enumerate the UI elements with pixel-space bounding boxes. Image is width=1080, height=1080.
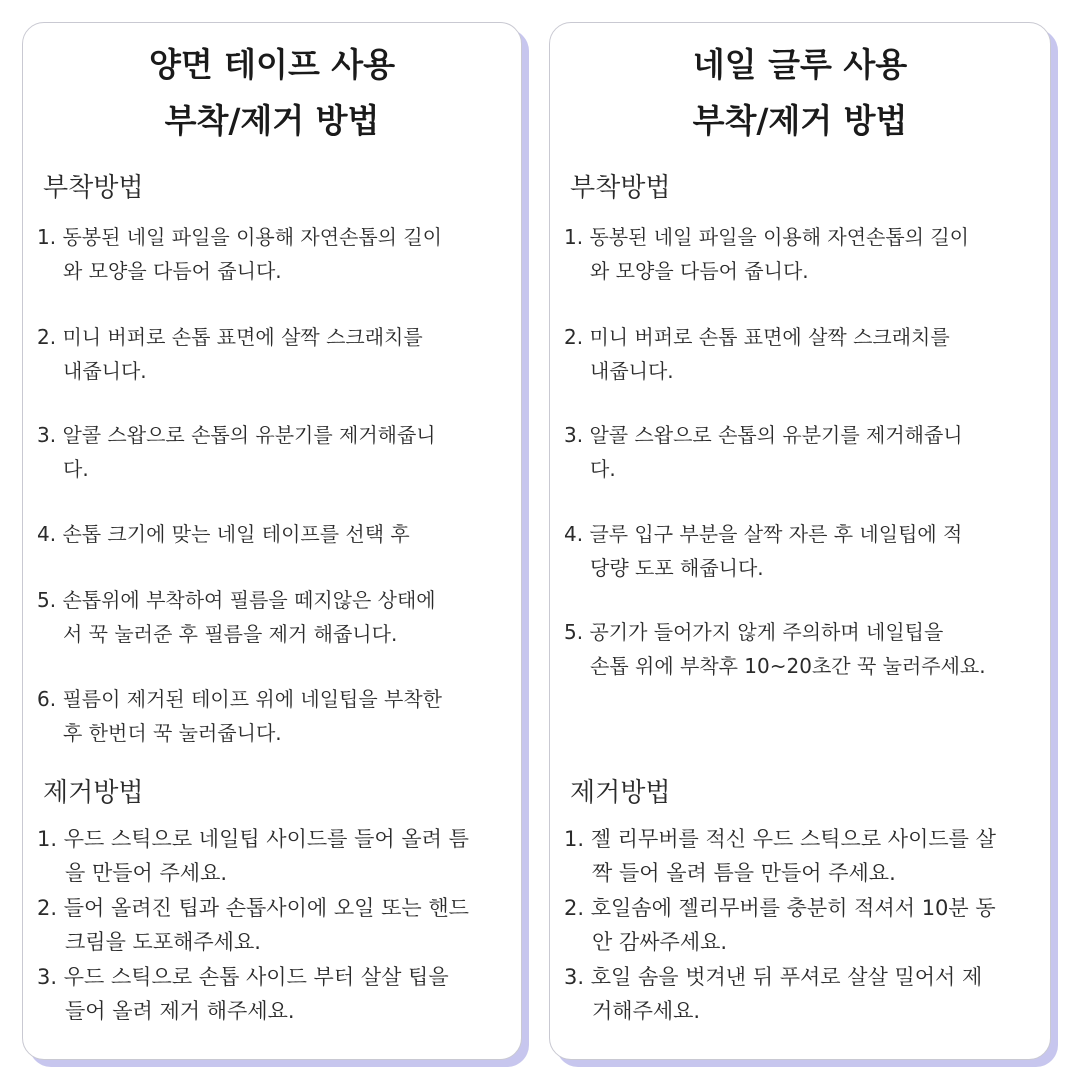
list-item: [564, 822, 1040, 890]
list-item: [564, 891, 1040, 959]
step-text: 들어 올려 제거 해주세요.: [65, 999, 295, 1023]
step-text: 와 모양을 다듬어 줍니다.: [590, 259, 809, 283]
card-title-line: 네일 글루 사용: [692, 45, 908, 84]
card-title: [550, 37, 1050, 149]
list-item: [37, 320, 511, 388]
step-text: 후 한번더 꾹 눌러줍니다.: [63, 721, 282, 745]
step-text: 2. 들어 올려진 팁과 손톱사이에 오일 또는 핸드: [37, 896, 469, 920]
attach-heading: 부착방법: [570, 173, 671, 203]
step-text: 내줍니다.: [590, 359, 674, 383]
remove-heading: 제거방법: [43, 778, 144, 808]
list-item: [37, 418, 511, 486]
step-text: 당량 도포 해줍니다.: [590, 556, 764, 580]
list-item: [564, 320, 1040, 388]
step-text: 1. 젤 리무버를 적신 우드 스틱으로 사이드를 살: [564, 827, 996, 851]
attach-heading: 부착방법: [43, 173, 144, 203]
list-item: [37, 822, 511, 890]
step-text: 5. 공기가 들어가지 않게 주의하며 네일팁을: [564, 620, 944, 644]
step-text: 2. 미니 버퍼로 손톱 표면에 살짝 스크래치를: [564, 325, 950, 349]
card-title-line: 부착/제거 방법: [692, 101, 908, 140]
step-text: 와 모양을 다듬어 줍니다.: [63, 259, 282, 283]
card-title: [23, 37, 521, 149]
step-text: 1. 동봉된 네일 파일을 이용해 자연손톱의 길이: [564, 225, 969, 249]
step-text: 1. 동봉된 네일 파일을 이용해 자연손톱의 길이: [37, 225, 442, 249]
list-item: [37, 960, 511, 1028]
step-text: 다.: [63, 457, 89, 481]
list-item: [37, 517, 511, 551]
card-title-line: 양면 테이프 사용: [148, 45, 396, 84]
list-item: [37, 682, 511, 750]
step-text: 크림을 도포해주세요.: [65, 930, 261, 954]
remove-heading: 제거방법: [570, 778, 671, 808]
step-text: 2. 호일솜에 젤리무버를 충분히 적셔서 10분 동: [564, 896, 996, 920]
list-item: [564, 615, 1040, 683]
list-item: [37, 220, 511, 288]
list-item: [37, 891, 511, 959]
step-text: 6. 필름이 제거된 테이프 위에 네일팁을 부착한: [37, 687, 442, 711]
list-item: [564, 418, 1040, 486]
step-text: 서 꾹 눌러준 후 필름을 제거 해줍니다.: [63, 622, 398, 646]
list-item: [564, 220, 1040, 288]
step-text: 3. 호일 솜을 벗겨낸 뒤 푸셔로 살살 밀어서 제: [564, 965, 983, 989]
step-text: 다.: [590, 457, 616, 481]
tape-method-card: [22, 22, 522, 1060]
step-text: 을 만들어 주세요.: [65, 861, 228, 885]
step-text: 1. 우드 스틱으로 네일팁 사이드를 들어 올려 틈: [37, 827, 469, 851]
glue-method-card: [549, 22, 1051, 1060]
step-text: 안 감싸주세요.: [592, 930, 728, 954]
step-text: 4. 손톱 크기에 맞는 네일 테이프를 선택 후: [37, 522, 410, 546]
step-text: 손톱 위에 부착후 10~20초간 꾹 눌러주세요.: [590, 654, 986, 678]
list-item: [37, 583, 511, 651]
step-text: 5. 손톱위에 부착하여 필름을 떼지않은 상태에: [37, 588, 436, 612]
step-text: 2. 미니 버퍼로 손톱 표면에 살짝 스크래치를: [37, 325, 423, 349]
step-text: 거해주세요.: [592, 999, 701, 1023]
step-text: 내줍니다.: [63, 359, 147, 383]
step-text: 4. 글루 입구 부분을 살짝 자른 후 네일팁에 적: [564, 522, 963, 546]
step-text: 짝 들어 올려 틈을 만들어 주세요.: [592, 861, 896, 885]
list-item: [564, 517, 1040, 585]
card-title-line: 부착/제거 방법: [164, 101, 380, 140]
step-text: 3. 알콜 스왑으로 손톱의 유분기를 제거해줍니: [564, 423, 963, 447]
step-text: 3. 우드 스틱으로 손톱 사이드 부터 살살 팁을: [37, 965, 449, 989]
step-text: 3. 알콜 스왑으로 손톱의 유분기를 제거해줍니: [37, 423, 436, 447]
list-item: [564, 960, 1040, 1028]
